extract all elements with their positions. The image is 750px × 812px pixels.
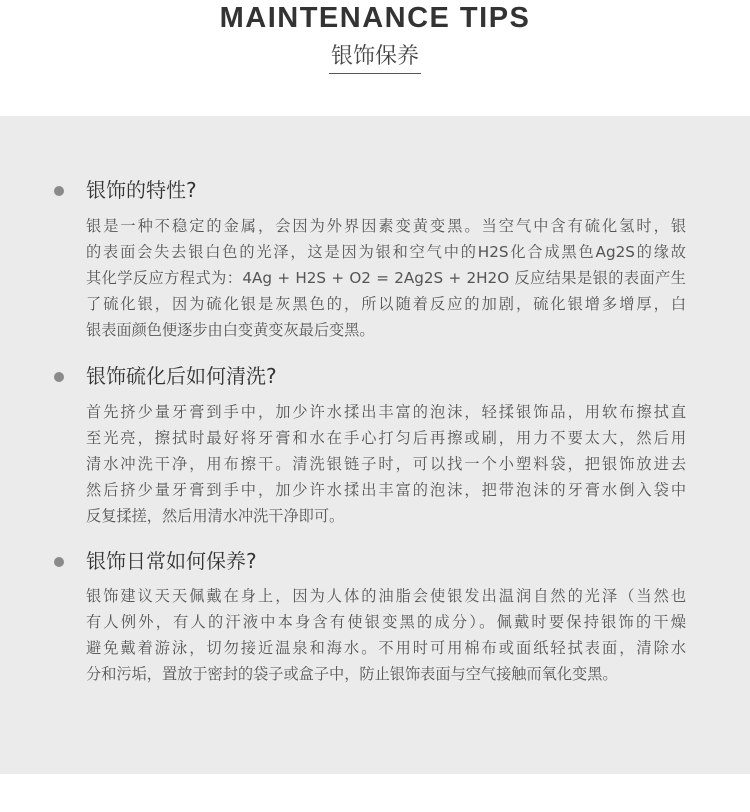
- body-line: 至光亮，擦拭时最好将牙膏和水在手心打匀后再擦或刷，用力不要太大，然后用: [86, 429, 686, 447]
- body-line: 分和污垢，置放于密封的袋子或盒子中，防止银饰表面与空气接触而氧化变黑。: [86, 665, 618, 683]
- body-line: 首先挤少量牙膏到手中，加少许水揉出丰富的泡沫，轻揉银饰品，用软布擦拭直: [86, 403, 686, 421]
- body-line: 银是一种不稳定的金属，会因为外界因素变黄变黑。当空气中含有硫化氢时，银: [86, 217, 686, 235]
- page-header: [0, 0, 750, 116]
- body-line: 避免戴着游泳，切勿接近温泉和海水。不用时可用棉布或面纸轻拭表面，清除水: [86, 639, 686, 657]
- bullet-dot-icon: [54, 372, 64, 382]
- section-body: [86, 399, 686, 529]
- page-title-cn: 银饰保养: [329, 42, 421, 74]
- section-body: [86, 583, 686, 687]
- page-title-cn-wrap: [0, 42, 750, 74]
- body-line: 银饰建议天天佩戴在身上，因为人体的油脂会使银发出温润自然的光泽（当然也: [86, 587, 686, 605]
- page-title-en: MAINTENANCE TIPS: [219, 2, 531, 34]
- body-line: 然后挤少量牙膏到手中，加少许水揉出丰富的泡沫，把带泡沫的牙膏水倒入袋中: [86, 481, 686, 499]
- tips-panel: [0, 116, 750, 774]
- section-title: 银饰日常如何保养?: [86, 549, 257, 573]
- section-title: 银饰硫化后如何清洗?: [86, 364, 277, 388]
- body-line: 反复揉搓，然后用清水冲洗干净即可。: [86, 507, 345, 525]
- bullet-dot-icon: [54, 557, 64, 567]
- body-line: 其化学反应方程式为：4Ag + H2S + O2 = 2Ag2S + 2H2O 反应结果是银的表面产生: [86, 269, 686, 287]
- section-body: [86, 213, 686, 343]
- body-line: 清水冲洗干净，用布擦干。清洗银链子时，可以找一个小塑料袋，把银饰放进去: [86, 455, 686, 473]
- body-line: 的表面会失去银白色的光泽，这是因为银和空气中的H2S化合成黑色Ag2S的缘故: [86, 243, 686, 261]
- body-line: 有人例外，有人的汗液中本身含有使银变黑的成分）。佩戴时要保持银饰的干燥: [86, 613, 686, 631]
- body-line: 了硫化银，因为硫化银是灰黑色的，所以随着反应的加剧，硫化银增多增厚，白: [86, 295, 686, 313]
- bullet-dot-icon: [54, 186, 64, 196]
- body-line: 银表面颜色便逐步由白变黄变灰最后变黑。: [86, 321, 375, 339]
- section-title: 银饰的特性?: [86, 178, 197, 202]
